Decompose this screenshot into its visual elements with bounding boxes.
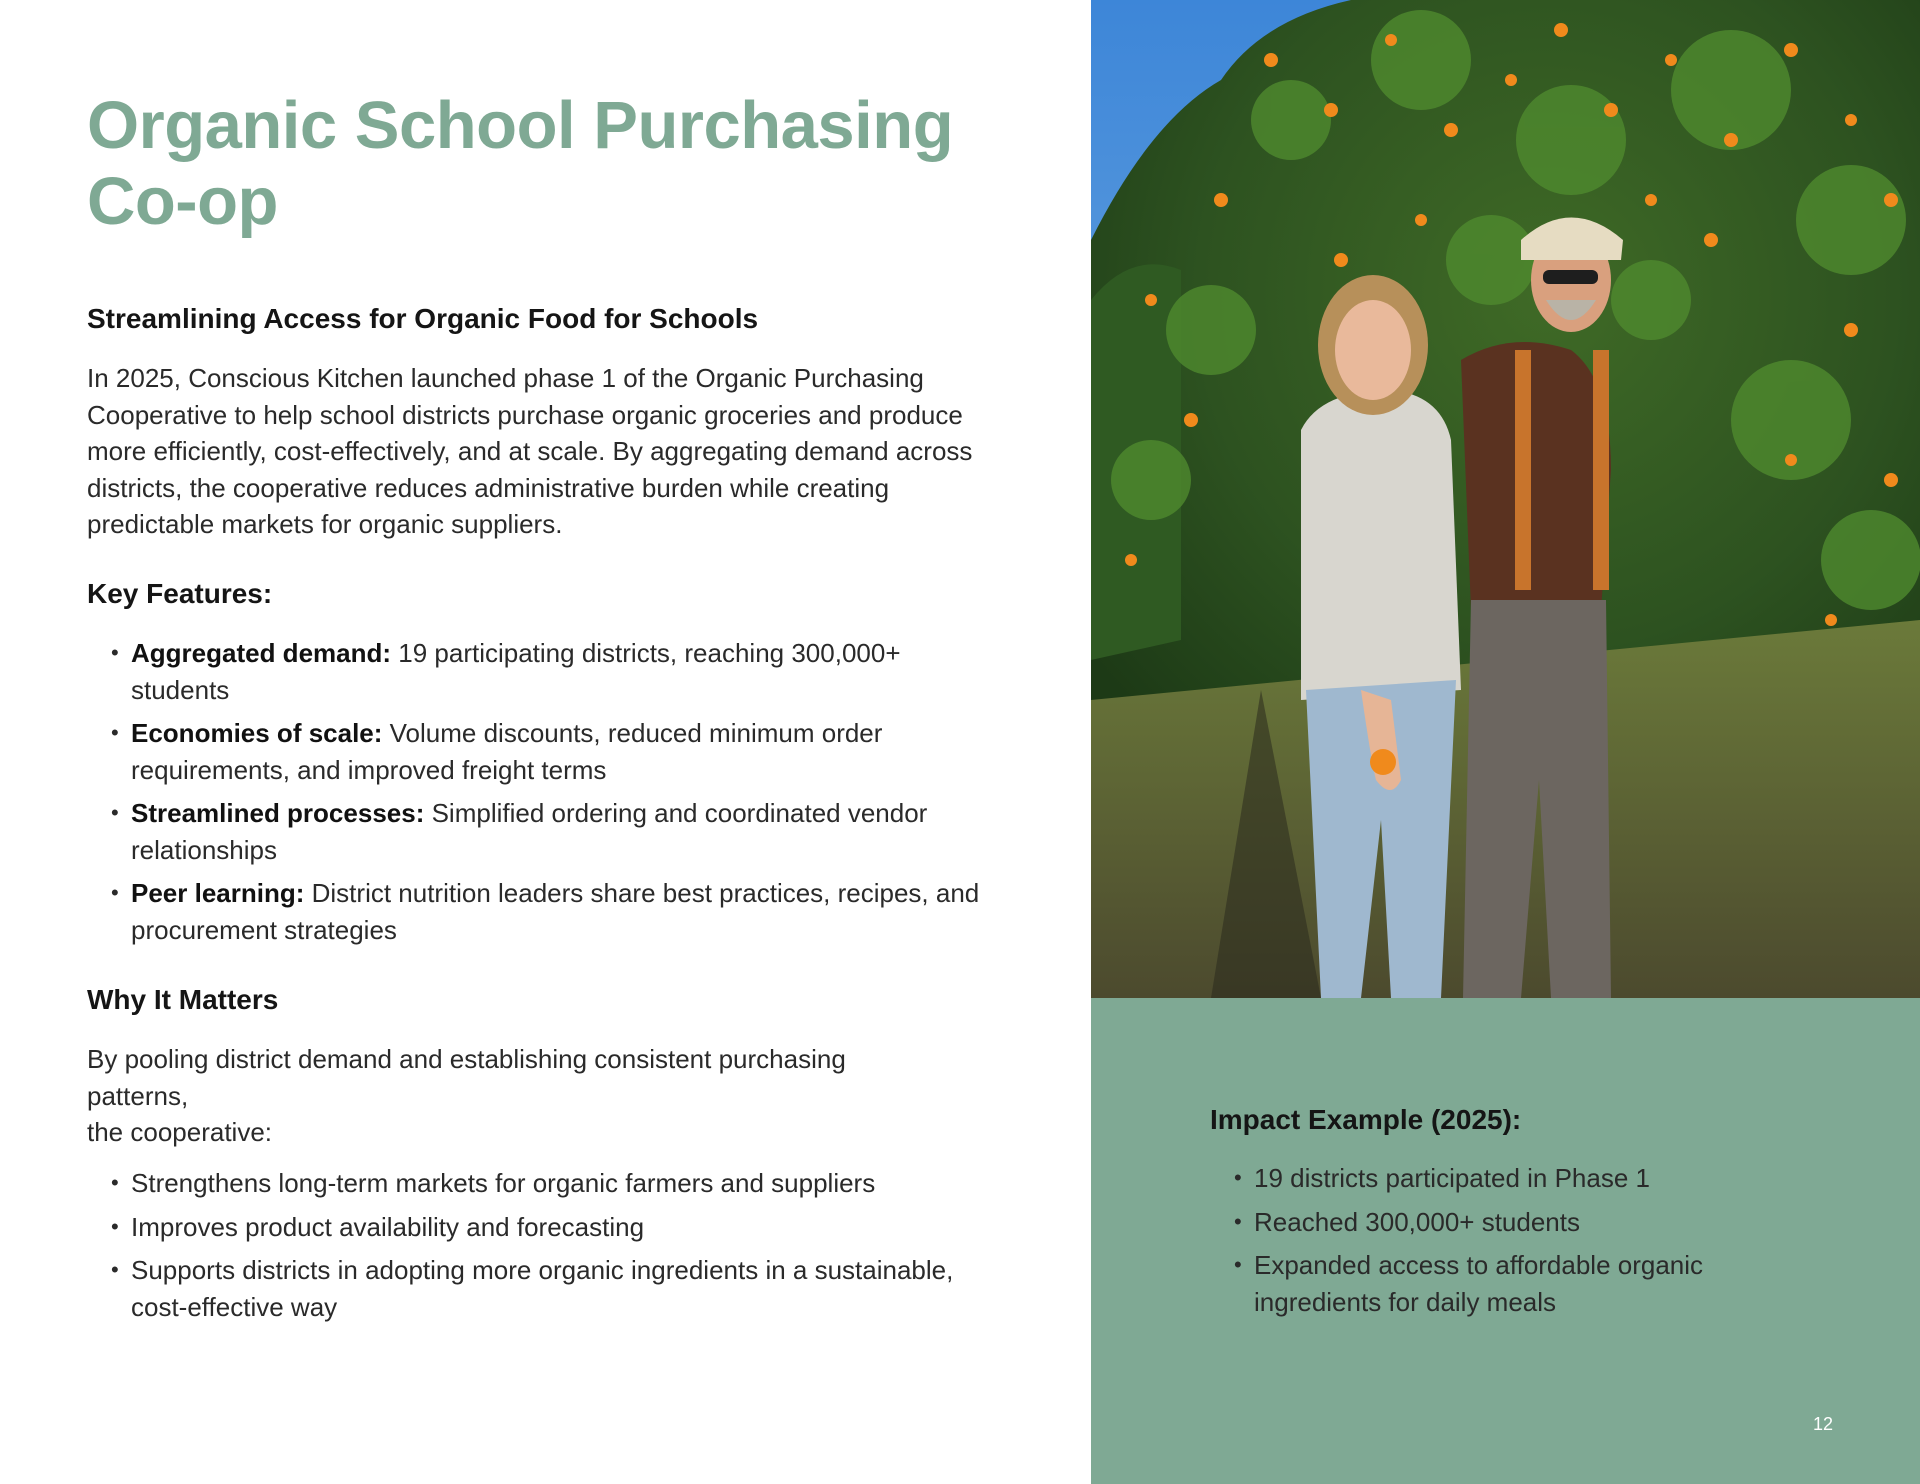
bullet-icon: • bbox=[111, 1213, 119, 1239]
feature-text: Volume discounts, reduced minimum order requirements, and improved freight terms bbox=[131, 718, 883, 785]
feature-label: Peer learning: bbox=[131, 878, 305, 908]
right-column bbox=[1091, 0, 1920, 1484]
why-line: the cooperative: bbox=[87, 1117, 273, 1147]
why-item-text: Improves product availability and forecasting bbox=[131, 1211, 645, 1242]
page-title: Organic School Purchasing Co-op bbox=[87, 88, 954, 239]
list-item bbox=[87, 875, 987, 948]
why-paragraph bbox=[87, 1041, 987, 1151]
feature-text: Simplified ordering and coordinated vendor relationships bbox=[131, 798, 928, 865]
section-heading-streamlining: Streamlining Access for Organic Food for Schools bbox=[87, 303, 759, 334]
feature-label: Aggregated demand: bbox=[131, 638, 392, 668]
why-item-text: Supports districts in adopting more organic ingredients in a sustainable, cost-effective way bbox=[131, 1255, 954, 1322]
feature-text: District nutrition leaders share best practices, recipes, and procurement strategies bbox=[131, 878, 980, 945]
page-number: 12 bbox=[1813, 1414, 1834, 1434]
bullet-icon: • bbox=[111, 1257, 119, 1282]
intro-paragraph: In 2025, Conscious Kitchen launched phase 1 of the Organic Purchasing Cooperative to help school districts purchase organic groceries and produce more efficiently, cost-effectively, and at scale. By aggregating demand across districts, the cooperative reduces administrative burden while creating predictable markets for organic suppliers. bbox=[87, 363, 973, 539]
why-line: By pooling district demand and establishing consistent purchasing bbox=[87, 1044, 846, 1074]
bullet-icon: • bbox=[111, 880, 119, 905]
bullet-icon: • bbox=[1234, 1252, 1242, 1277]
feature-text: 19 participating districts, reaching 300,000+ students bbox=[131, 638, 901, 705]
orchard-photo bbox=[1091, 0, 1920, 998]
bullet-icon: • bbox=[111, 720, 119, 745]
impact-item-text: Reached 300,000+ students bbox=[1254, 1206, 1580, 1237]
list-item bbox=[1210, 1160, 1770, 1197]
list-item bbox=[1210, 1247, 1770, 1320]
bullet-icon: • bbox=[1234, 1208, 1242, 1234]
impact-panel bbox=[1091, 998, 1920, 1484]
impact-heading: Impact Example (2025): bbox=[1210, 1104, 1522, 1135]
feature-label: Streamlined processes: bbox=[131, 798, 425, 828]
bullet-icon: • bbox=[111, 1170, 119, 1195]
impact-item-text: 19 districts participated in Phase 1 bbox=[1254, 1163, 1650, 1193]
photo-illustration bbox=[1091, 0, 1920, 998]
key-features-heading: Key Features: bbox=[87, 578, 273, 609]
list-item bbox=[1210, 1204, 1770, 1241]
why-item-text: Strengthens long-term markets for organic farmers and suppliers bbox=[131, 1168, 876, 1198]
feature-label: Economies of scale: bbox=[131, 718, 383, 748]
list-item bbox=[87, 715, 987, 788]
why-line: patterns, bbox=[87, 1080, 189, 1111]
why-it-matters-heading: Why It Matters bbox=[87, 984, 279, 1015]
list-item bbox=[87, 795, 987, 868]
bullet-icon: • bbox=[111, 800, 119, 825]
list-item bbox=[87, 1209, 987, 1246]
list-item bbox=[87, 1165, 987, 1202]
impact-item-text: Expanded access to affordable organic ingredients for daily meals bbox=[1254, 1250, 1704, 1317]
why-list bbox=[87, 1165, 987, 1332]
bullet-icon: • bbox=[1234, 1165, 1242, 1190]
impact-list bbox=[1210, 1160, 1770, 1327]
list-item bbox=[87, 635, 987, 708]
key-features-list bbox=[87, 635, 987, 955]
bullet-icon: • bbox=[111, 640, 119, 665]
list-item bbox=[87, 1252, 987, 1325]
